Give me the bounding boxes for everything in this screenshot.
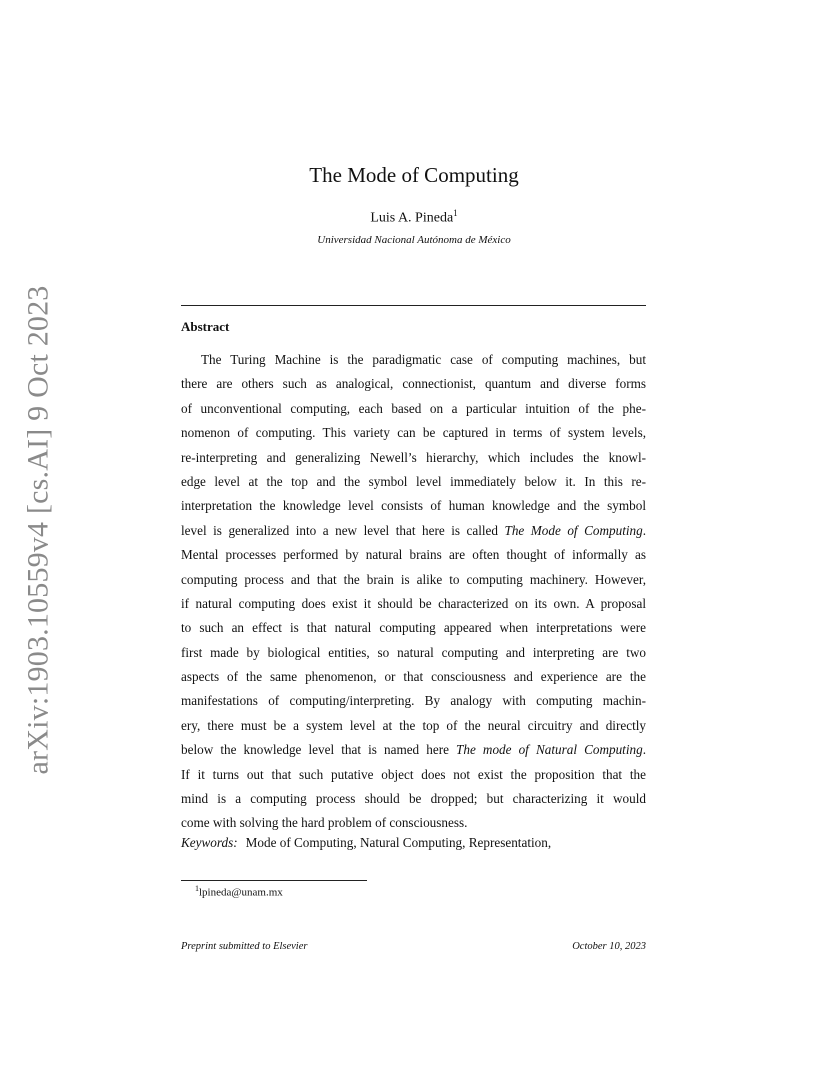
- abstract-line: computing process and that the brain is alike to computing machinery. However,: [181, 571, 646, 587]
- abstract-line-text: below the knowledge level that is named here: [181, 742, 457, 758]
- abstract-line: interpretation the knowledge level consists of human knowledge and the symbol: [181, 498, 646, 514]
- abstract-line: there are others such as analogical, connectionist, quantum and diverse forms: [181, 376, 646, 392]
- abstract-line: to such an effect is that natural computing appeared when interpretations were: [181, 620, 646, 636]
- footer-date: October 10, 2023: [572, 941, 646, 952]
- abstract-body: [181, 348, 646, 836]
- footer-preprint-note: Preprint submitted to Elsevier: [181, 941, 308, 952]
- arxiv-identifier: arXiv:1903.10559v4 [cs.AI] 9 Oct 2023: [21, 285, 55, 775]
- abstract-line-with-emphasis: [181, 519, 646, 543]
- abstract-line: mind is a computing process should be dropped; but characterizing it would: [181, 791, 646, 807]
- author-affiliation: Universidad Nacional Autónoma de México: [317, 234, 511, 246]
- footnote-rule: [181, 880, 367, 881]
- author-line: [0, 208, 828, 227]
- author-footnote-mark: 1: [453, 208, 458, 218]
- abstract-line: if natural computing does exist it should be characterized on its own. A proposal: [181, 595, 646, 611]
- footnote-mark: 1: [195, 884, 199, 893]
- abstract-emphasis: The mode of Natural Computing: [456, 742, 643, 758]
- abstract-line: nomenon of computing. This variety can be captured in terms of system levels,: [181, 425, 646, 441]
- abstract-line: If it turns out that such putative object does not exist the proposition that the: [181, 766, 646, 782]
- arxiv-stamp: [18, 285, 58, 775]
- author-name: Luis A. Pineda: [370, 210, 454, 226]
- keywords-label: Keywords:: [181, 835, 238, 850]
- footnote: [195, 884, 283, 899]
- abstract-line: The Turing Machine is the paradigmatic case of computing machines, but: [201, 352, 646, 367]
- abstract-emphasis-suffix: .: [642, 522, 647, 538]
- abstract-emphasis: The Mode of Computing: [504, 522, 643, 538]
- footnote-email: lpineda@unam.mx: [199, 886, 283, 899]
- keywords: [181, 835, 551, 851]
- abstract-line: first made by biological entities, so natural computing and interpreting are two: [181, 644, 646, 660]
- abstract-emphasis-suffix: .: [642, 742, 646, 758]
- abstract-line: re-interpreting and generalizing Newell’s hierarchy, which includes the knowl-: [181, 449, 646, 465]
- abstract-line: aspects of the same phenomenon, or that consciousness and experience are the: [181, 669, 646, 685]
- abstract-line-text: level is generalized into a new level that here is called: [181, 522, 505, 538]
- abstract-line: edge level at the top and the symbol level immediately below it. In this re-: [181, 473, 646, 489]
- keywords-value: Mode of Computing, Natural Computing, Representation,: [245, 835, 552, 850]
- abstract-line: manifestations of computing/interpreting. By analogy with computing machin-: [181, 693, 646, 709]
- abstract-line: of unconventional computing, each based on a particular intuition of the phe-: [181, 400, 646, 416]
- abstract-line-with-emphasis: [181, 738, 646, 762]
- abstract-line: Mental processes performed by natural brains are often thought of informally as: [181, 547, 646, 563]
- abstract-line: ery, there must be a system level at the top of the neural circuitry and directly: [181, 717, 646, 733]
- abstract-top-rule: [181, 305, 646, 306]
- paper-title: The Mode of Computing: [309, 163, 519, 187]
- abstract-heading: Abstract: [181, 319, 230, 334]
- abstract-line: come with solving the hard problem of consciousness.: [181, 815, 468, 831]
